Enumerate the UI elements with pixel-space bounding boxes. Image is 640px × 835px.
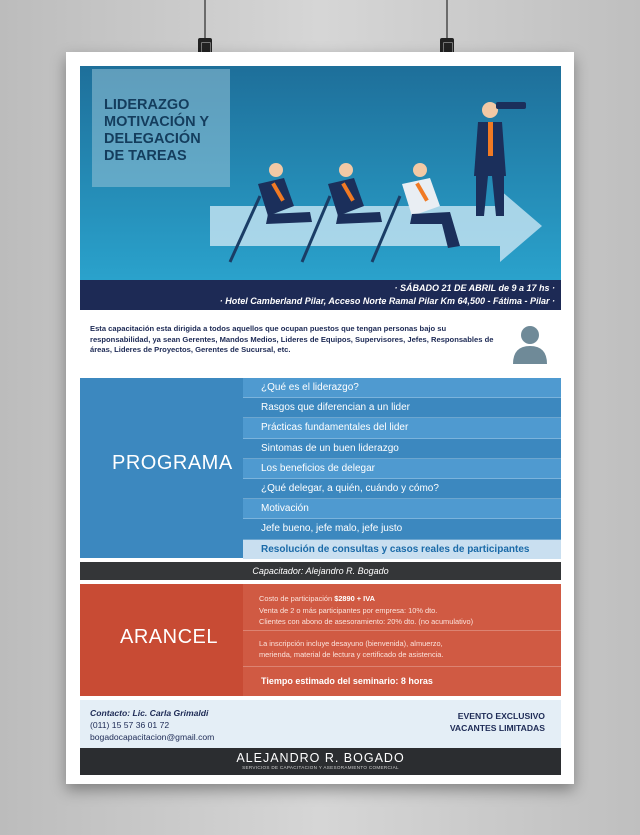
tiempo-estimado: Tiempo estimado del seminario: 8 horas [261, 676, 433, 686]
programa-item: ¿Qué delegar, a quién, cuándo y cómo? [243, 479, 561, 499]
contact-email: bogadocapacitacion@gmail.com [90, 732, 215, 742]
footer-brand-bar [80, 748, 561, 775]
programa-item: Jefe bueno, jefe malo, jefe justo [243, 519, 561, 539]
intro-section [80, 314, 561, 376]
capacitador-bar: Capacitador: Alejandro R. Bogado [80, 562, 561, 580]
brand-name: ALEJANDRO R. BOGADO [236, 751, 405, 765]
programa-item: Motivación [243, 499, 561, 519]
programa-list [243, 378, 561, 559]
exclusive-event: EVENTO EXCLUSIVO [457, 711, 545, 721]
programa-item: Los beneficios de delegar [243, 459, 561, 479]
contact-section [80, 700, 561, 748]
costo-line [259, 594, 375, 603]
event-place: · Hotel Camberland Pilar, Acceso Norte Ramal Pilar Km 64,500 - Fátima - Pilar · [219, 296, 555, 306]
arancel-heading: ARANCEL [120, 626, 218, 648]
programa-item: Rasgos que diferencian a un lider [243, 398, 561, 418]
contact-phone: (011) 15 57 36 01 72 [90, 720, 170, 730]
event-date: · SÁBADO 21 DE ABRIL de 9 a 17 hs · [394, 283, 555, 293]
descuento-line-1: Venta de 2 o más participantes por empresa: 10% dto. [259, 606, 438, 615]
costo-value: $2890 + IVA [334, 594, 375, 603]
programa-item: Sintomas de un buen liderazgo [243, 439, 561, 459]
team-rowing-illustration [80, 66, 561, 280]
event-title: LIDERAZGO MOTIVACIÓN Y DELEGACIÓN DE TAREAS [104, 97, 209, 164]
poster [66, 52, 574, 784]
incluye-line-2: merienda, material de lectura y certificado de asistencia. [259, 650, 444, 659]
programa-section [80, 378, 561, 558]
costo-label: Costo de participación [259, 594, 333, 603]
arancel-details [243, 584, 561, 696]
programa-heading: PROGRAMA [112, 452, 233, 474]
contact-label: Contacto: Lic. Carla Grimaldi [90, 708, 209, 718]
divider [243, 666, 561, 667]
descuento-line-2: Clientes con abono de asesoramiento: 20% dto. (no acumulativo) [259, 617, 474, 626]
person-icon [511, 322, 549, 364]
incluye-line-1: La inscripción incluye desayuno (bienvenida), almuerzo, [259, 639, 443, 648]
hero-banner [80, 66, 561, 280]
programa-item: Prácticas fundamentales del lider [243, 418, 561, 438]
intro-text: Esta capacitación esta dirigida a todos aquellos que ocupan puestos que tengan personas bajo su responsabilidad, ya sean Gerentes, Mandos Medios, Lideres de Equipos, Supervisores, Jefes, Responsables de áreas, Lideres de Proyectos, Gerentes de Sucursal, etc. [90, 324, 494, 354]
brand-tagline: SERVICIOS DE CAPACITACION Y ASESORAMIENTO COMERCIAL [242, 765, 399, 770]
programa-item-highlight: Resolución de consultas y casos reales de participantes [243, 540, 561, 559]
limited-spots: VACANTES LIMITADAS [449, 723, 545, 733]
divider [243, 630, 561, 631]
event-info-bar [80, 280, 561, 310]
arancel-section [80, 584, 561, 696]
programa-item: ¿Qué es el liderazgo? [243, 378, 561, 398]
